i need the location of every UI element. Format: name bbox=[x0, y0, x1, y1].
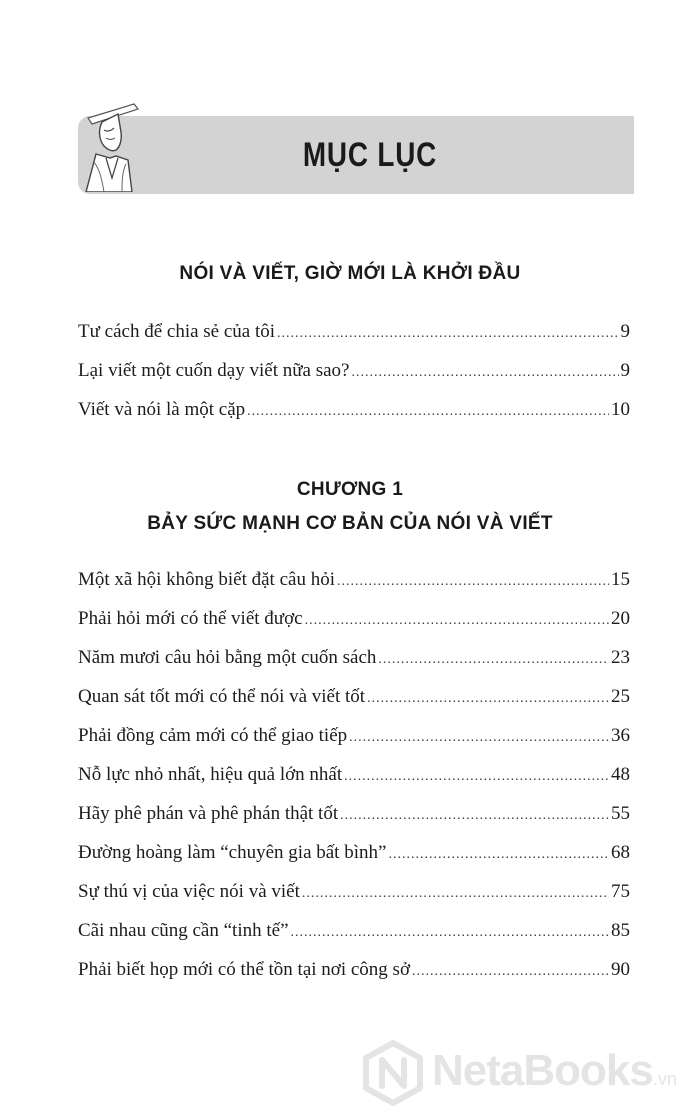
watermark-brand bbox=[432, 1046, 677, 1096]
toc-leader-dots bbox=[302, 882, 609, 906]
toc-entry-label: Quan sát tốt mới có thể nói và viết tốt bbox=[78, 686, 366, 707]
toc-leader-dots bbox=[247, 400, 609, 424]
toc-entry-label: Cãi nhau cũng cần “tinh tế” bbox=[78, 920, 289, 941]
toc-entry-page: 9 bbox=[620, 360, 630, 381]
toc-entry-label: Phải hỏi mới có thể viết được bbox=[78, 608, 303, 629]
toc-entry[interactable] bbox=[78, 685, 630, 724]
toc-leader-dots bbox=[412, 960, 609, 984]
toc-entry-label: Phải đồng cảm mới có thể giao tiếp bbox=[78, 725, 348, 746]
toc-entry-page: 23 bbox=[611, 647, 630, 668]
toc-leader-dots bbox=[340, 804, 609, 828]
toc-entry[interactable] bbox=[78, 919, 630, 958]
toc-entry-page: 55 bbox=[611, 803, 630, 824]
toc-entry[interactable] bbox=[78, 724, 630, 763]
toc-leader-dots bbox=[367, 687, 609, 711]
toc-entry-label: Một xã hội không biết đặt câu hỏi bbox=[78, 569, 335, 590]
toc-entry-page: 85 bbox=[611, 920, 630, 941]
toc-entry[interactable] bbox=[78, 320, 630, 359]
toc-entry-page: 68 bbox=[611, 842, 630, 863]
toc-entry[interactable] bbox=[78, 607, 630, 646]
toc-leader-dots bbox=[305, 609, 609, 633]
toc-entry-page: 9 bbox=[620, 321, 630, 342]
toc-entry-label: Phải biết họp mới có thể tồn tại nơi công sở bbox=[78, 959, 410, 980]
toc-leader-dots bbox=[291, 921, 609, 945]
toc-entry[interactable] bbox=[78, 880, 630, 919]
watermark bbox=[362, 1040, 692, 1110]
toc-entry[interactable] bbox=[78, 568, 630, 607]
toc-entry-label: Đường hoàng làm “chuyên gia bất bình” bbox=[78, 842, 387, 863]
toc-entry-page: 90 bbox=[611, 959, 630, 980]
toc-entry-label: Hãy phê phán và phê phán thật tốt bbox=[78, 803, 339, 824]
toc-entry[interactable] bbox=[78, 958, 630, 997]
toc-leader-dots bbox=[349, 726, 609, 750]
toc-leader-dots bbox=[351, 361, 618, 385]
toc-leader-dots bbox=[388, 843, 609, 867]
man-portrait-icon bbox=[82, 100, 146, 192]
toc-entry[interactable] bbox=[78, 359, 630, 398]
toc-entry-label: Viết và nói là một cặp bbox=[78, 399, 246, 420]
netabooks-logo-icon bbox=[362, 1040, 424, 1106]
toc-leader-dots bbox=[337, 570, 609, 594]
toc-entry[interactable] bbox=[78, 646, 630, 685]
intro-section-title: NÓI VÀ VIẾT, GIỜ MỚI LÀ KHỞI ĐẦU bbox=[179, 263, 521, 284]
toc-entry-label: Lại viết một cuốn dạy viết nữa sao? bbox=[78, 360, 350, 381]
toc-entry-page: 20 bbox=[611, 608, 630, 629]
toc-entry-label: Tư cách để chia sẻ của tôi bbox=[78, 321, 276, 342]
toc-entry-page: 10 bbox=[611, 399, 630, 420]
intro-toc-list bbox=[78, 320, 630, 437]
toc-entry[interactable] bbox=[78, 802, 630, 841]
toc-entry-label: Năm mươi câu hỏi bằng một cuốn sách bbox=[78, 647, 377, 668]
toc-entry-page: 15 bbox=[611, 569, 630, 590]
watermark-brand-name: NetaBooks bbox=[432, 1046, 653, 1095]
toc-entry[interactable] bbox=[78, 398, 630, 437]
toc-entry-label: Nỗ lực nhỏ nhất, hiệu quả lớn nhất bbox=[78, 764, 343, 785]
toc-entry-label: Sự thú vị của việc nói và viết bbox=[78, 881, 300, 902]
watermark-domain-suffix: .vn bbox=[652, 1069, 677, 1089]
toc-entry-page: 36 bbox=[611, 725, 630, 746]
chapter-title: BẢY SỨC MẠNH CƠ BẢN CỦA NÓI VÀ VIẾT bbox=[147, 513, 553, 534]
toc-entry[interactable] bbox=[78, 841, 630, 880]
chapter1-toc-list bbox=[78, 568, 630, 997]
toc-leader-dots bbox=[378, 648, 609, 672]
page-title: MỤC LỤC bbox=[302, 136, 438, 174]
toc-leader-dots bbox=[344, 765, 609, 789]
toc-entry-page: 25 bbox=[611, 686, 630, 707]
toc-leader-dots bbox=[277, 322, 618, 346]
toc-entry[interactable] bbox=[78, 763, 630, 802]
toc-entry-page: 48 bbox=[611, 764, 630, 785]
toc-entry-page: 75 bbox=[611, 881, 630, 902]
chapter-label: CHƯƠNG 1 bbox=[296, 479, 404, 500]
